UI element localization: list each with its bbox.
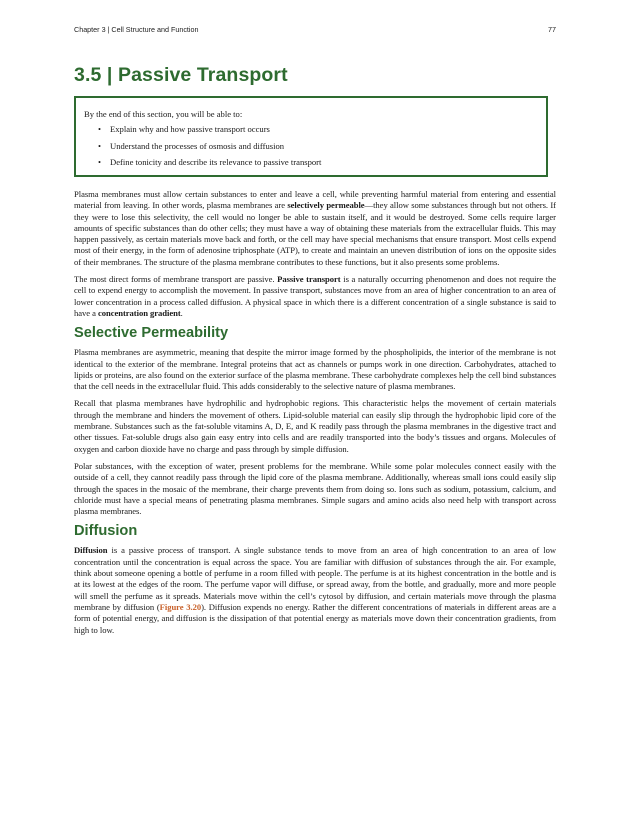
running-title: Chapter 3 | Cell Structure and Function <box>74 25 199 34</box>
heading-diffusion: Diffusion <box>74 523 138 540</box>
page-number: 77 <box>548 25 556 34</box>
objectives-intro: By the end of this section, you will be able to: <box>84 109 243 119</box>
section-title: 3.5 | Passive Transport <box>74 64 288 86</box>
objectives-list <box>84 124 536 168</box>
objective-item: • Explain why and how passive transport occurs <box>98 124 536 135</box>
heading-selective-permeability: Selective Permeability <box>74 325 229 342</box>
running-header <box>74 25 556 34</box>
objective-item: • Understand the processes of osmosis and diffusion <box>98 141 536 152</box>
key-term: Passive transport <box>277 274 341 285</box>
key-term: concentration gradient <box>97 307 181 318</box>
paragraph-selective-intro: Plasma membranes must allow certain substances to enter and leave a cell, while preventing harmful material from entering and essential material from leaving. In other words, plasma membranes are selectively permeable—they allow some substances through but not others. If they were to lose this selectivity, the cell would no longer be able to sustain itself, and it would be destroyed. Some cells require larger amounts of specific substances than do other cells; they must have a way of obtaining these materials from the extracellular fluids. This may happen passively, as certain materials move back and forth, or the cell may have special mechanisms that ensure transport. Most cells expend most of their energy, in the form of adenosine triphosphate (ATP), to create and maintain an uneven distribution of ions on the opposite sides of their membranes. The structure of the plasma membrane contributes to these functions, but it also presents some problems. <box>74 189 556 267</box>
paragraph-asymmetric: Plasma membranes are asymmetric, meaning that despite the mirror image formed by the phospholipids, the interior of the membrane is not identical to the exterior of the membrane. Integral proteins that act as channels or pumps work in one direction. Carbohydrates, attached to lipids or proteins, are also found on the exterior surface of the plasma membrane. These carbohydrate complexes help the cell bind substances that the cell needs in the extracellular fluid. This adds considerably to the selective nature of plasma membranes. <box>74 347 556 392</box>
paragraph-polar: Polar substances, with the exception of water, present problems for the membrane. While some polar molecules connect easily with the outside of a cell, they cannot readily pass through the lipid core of the plasma membrane. Additionally, whereas small ions could easily slip through the spaces in the mosaic of the membrane, their charge prevents them from doing so. Ions such as sodium, potassium, calcium, and chloride must have a special means of penetrating plasma membranes. Simple sugars and amino acids also need help with transport across plasma membranes. <box>74 460 556 517</box>
figure-link[interactable]: Figure 3.20 <box>159 601 202 612</box>
paragraph-passive-transport: The most direct forms of membrane transport are passive. Passive transport is a naturally occurring phenomenon and does not require the cell to expend energy to accomplish the movement. In passive transport, substances move from an area of higher concentration to an area of lower concentration in a process called diffusion. A physical space in which there is a different concentration of a single substance is said to have a concentration gradient. <box>74 274 556 318</box>
learning-objectives-box <box>74 96 548 177</box>
section-body <box>74 189 556 642</box>
paragraph-diffusion: Diffusion is a passive process of transport. A single substance tends to move from an area of high concentration to an area of low concentration until the concentration is equal across the space. You are familiar with diffusion of substances through the air. For example, think about someone opening a bottle of perfume in a room filled with people. The perfume is at its highest concentration in the bottle and is at its lowest at the edges of the room. The perfume vapor will diffuse, or spread away, from the bottle, and gradually, more and more people will smell the perfume as it spreads. Materials move within the cell’s cytosol by diffusion, and certain materials move through the plasma membrane by diffusion (Figure 3.20). Diffusion expends no energy. Rather the different concentrations of materials in different areas are a form of potential energy, and diffusion is the dissipation of that potential energy as materials move down their concentration gradients, from high to low. <box>74 545 556 635</box>
objective-item: • Define tonicity and describe its relevance to passive transport <box>98 157 536 168</box>
key-term: selectively permeable <box>287 200 365 211</box>
paragraph-hydrophilic: Recall that plasma membranes have hydrophilic and hydrophobic regions. This characteristic helps the movement of certain materials through the membrane and hinders the movement of others. Lipid-soluble material can easily slip through the hydrophobic lipid core of the membrane. Substances such as the fat-soluble vitamins A, D, E, and K readily pass through the plasma membranes in the digestive tract and other tissues. Fat-soluble drugs also gain easy entry into cells and are readily transported into the body’s tissues and organs. Molecules of oxygen and carbon dioxide have no charge and pass through by simple diffusion. <box>74 398 556 454</box>
key-term: Diffusion <box>74 545 108 556</box>
